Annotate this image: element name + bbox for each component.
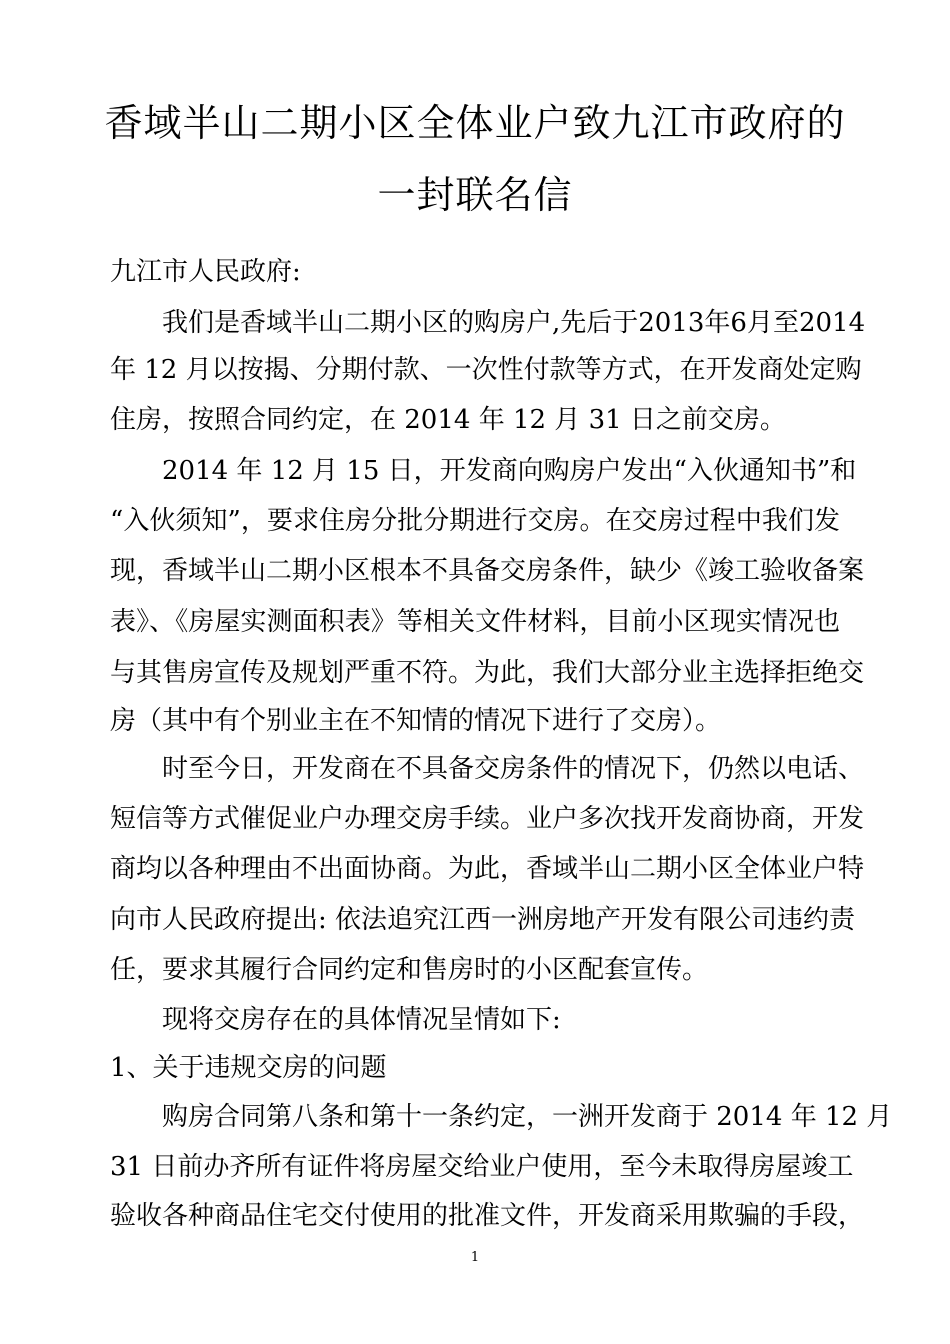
body-line: 商均以各种理由不出面协商。为此，香域半山二期小区全体业户特	[110, 854, 865, 884]
body-line: 住房，按照合同约定，在 2014 年 12 月 31 日之前交房。	[110, 405, 786, 435]
body-line: 与其售房宣传及规划严重不符。为此，我们大部分业主选择拒绝交	[110, 658, 865, 688]
section-heading: 1、关于违规交房的问题	[110, 1053, 387, 1083]
letter-title-line-1: 香域半山二期小区全体业户致九江市政府的	[104, 101, 846, 145]
body-line: 年 12 月以按揭、分期付款、一次性付款等方式，在开发商处定购	[110, 355, 862, 385]
body-line: 购房合同第八条和第十一条约定，一洲开发商于 2014 年 12 月	[162, 1102, 893, 1132]
body-line: 验收各种商品住宅交付使用的批准文件，开发商采用欺骗的手段，	[110, 1201, 865, 1231]
body-line: 2014 年 12 月 15 日，开发商向购房户发出“入伙通知书”和	[162, 456, 857, 486]
body-line: 短信等方式催促业户办理交房手续。业户多次找开发商协商，开发	[110, 804, 865, 834]
body-line: 31 日前办齐所有证件将房屋交给业户使用，至今未取得房屋竣工	[110, 1152, 854, 1182]
body-line: 现将交房存在的具体情况呈情如下:	[162, 1005, 561, 1035]
letter-title-line-2: 一封联名信	[377, 173, 573, 217]
body-line: 表》、《房屋实测面积表》等相关文件材料，目前小区现实情况也	[110, 607, 840, 637]
body-line: 房（其中有个别业主在不知情的情况下进行了交房）。	[110, 706, 722, 736]
salutation: 九江市人民政府:	[110, 257, 301, 287]
body-line: 现，香域半山二期小区根本不具备交房条件，缺少《竣工验收备案	[110, 556, 865, 586]
body-line: 时至今日，开发商在不具备交房条件的情况下，仍然以电话、	[162, 754, 865, 784]
body-line: 任，要求其履行合同约定和售房时的小区配套宣传。	[110, 955, 709, 985]
body-line: 我们是香域半山二期小区的购房户,先后于2013年6月至2014	[162, 308, 866, 338]
body-line: “入伙须知”，要求住房分批分期进行交房。在交房过程中我们发	[110, 506, 840, 536]
body-line: 向市人民政府提出: 依法追究江西一洲房地产开发有限公司违约责	[110, 905, 856, 935]
page-number: 1	[470, 1250, 480, 1265]
